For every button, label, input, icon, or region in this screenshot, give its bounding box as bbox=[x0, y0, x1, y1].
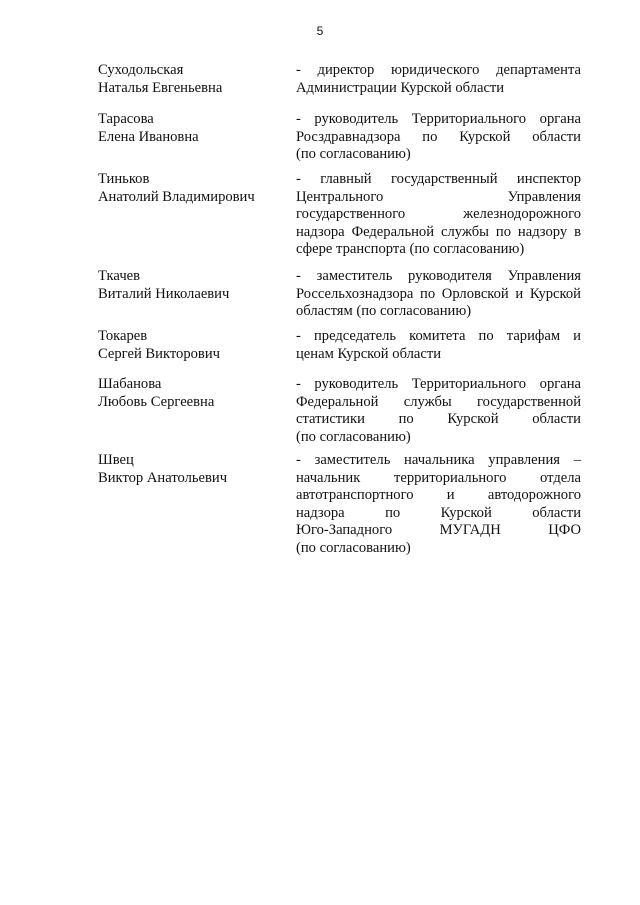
member-position bbox=[296, 268, 581, 321]
member-given-names: Сергей Викторович bbox=[98, 345, 220, 362]
member-position bbox=[296, 62, 581, 97]
position-line: (по согласованию) bbox=[296, 539, 411, 556]
position-line: (по согласованию) bbox=[296, 428, 411, 445]
page-number: 5 bbox=[316, 24, 324, 38]
position-line: - руководитель Территориального органа bbox=[296, 111, 581, 127]
position-line: ценам Курской области bbox=[296, 345, 442, 362]
member-surname: Тиньков bbox=[98, 171, 150, 187]
member-entry bbox=[0, 171, 640, 271]
position-line: Россельхознадзора по Орловской и Курской bbox=[296, 285, 581, 302]
position-line: государственного железнодорожного bbox=[296, 206, 581, 222]
member-position bbox=[296, 452, 581, 557]
member-entry bbox=[0, 62, 640, 112]
member-given-names: Виталий Николаевич bbox=[98, 285, 230, 302]
member-position bbox=[296, 111, 581, 164]
position-line: - заместитель начальника управления – bbox=[296, 452, 581, 468]
position-line: начальник территориального отдела bbox=[296, 469, 581, 486]
member-name bbox=[98, 62, 288, 97]
position-line: Юго-Западного МУГАДН ЦФО bbox=[296, 522, 581, 538]
member-entry bbox=[0, 268, 640, 334]
member-surname: Ткачев bbox=[98, 268, 141, 284]
position-line: Центрального Управления bbox=[296, 188, 581, 205]
member-entry bbox=[0, 328, 640, 376]
member-entry bbox=[0, 452, 640, 562]
member-name bbox=[98, 171, 288, 206]
member-surname: Швец bbox=[98, 452, 134, 468]
position-line: - председатель комитета по тарифам и bbox=[296, 328, 581, 344]
member-surname: Суходольская bbox=[98, 62, 184, 78]
position-line: - руководитель Территориального органа bbox=[296, 376, 581, 392]
position-line: - заместитель руководителя Управления bbox=[296, 268, 581, 284]
member-given-names: Виктор Анатольевич bbox=[98, 469, 228, 486]
member-entry bbox=[0, 111, 640, 178]
member-position bbox=[296, 376, 581, 446]
member-position bbox=[296, 328, 581, 363]
member-position bbox=[296, 171, 581, 259]
member-given-names: Наталья Евгеньевна bbox=[98, 79, 223, 96]
position-line: - директор юридического департамента bbox=[296, 62, 581, 78]
member-surname: Тарасова bbox=[98, 111, 154, 127]
member-surname: Шабанова bbox=[98, 376, 162, 392]
member-name bbox=[98, 376, 288, 411]
position-line: автотранспортного и автодорожного bbox=[296, 487, 581, 503]
position-line: надзора по Курской области bbox=[296, 504, 581, 521]
position-line: Администрации Курской области bbox=[296, 79, 505, 96]
member-given-names: Анатолий Владимирович bbox=[98, 188, 255, 205]
member-name bbox=[98, 452, 288, 487]
member-surname: Токарев bbox=[98, 328, 148, 344]
member-name bbox=[98, 328, 288, 363]
position-line: Федеральной службы государственной bbox=[296, 393, 581, 410]
position-line: областям (по согласованию) bbox=[296, 303, 472, 319]
member-name bbox=[98, 111, 288, 146]
position-line: Росздравнадзора по Курской области bbox=[296, 128, 581, 145]
member-name bbox=[98, 268, 288, 303]
member-entry bbox=[0, 376, 640, 459]
position-line: надзора Федеральной службы по надзору в bbox=[296, 223, 581, 240]
position-line: сфере транспорта (по согласованию) bbox=[296, 241, 525, 257]
member-given-names: Елена Ивановна bbox=[98, 128, 199, 145]
position-line: - главный государственный инспектор bbox=[296, 171, 581, 187]
member-given-names: Любовь Сергеевна bbox=[98, 393, 215, 410]
position-line: статистики по Курской области bbox=[296, 411, 581, 427]
position-line: (по согласованию) bbox=[296, 146, 411, 162]
